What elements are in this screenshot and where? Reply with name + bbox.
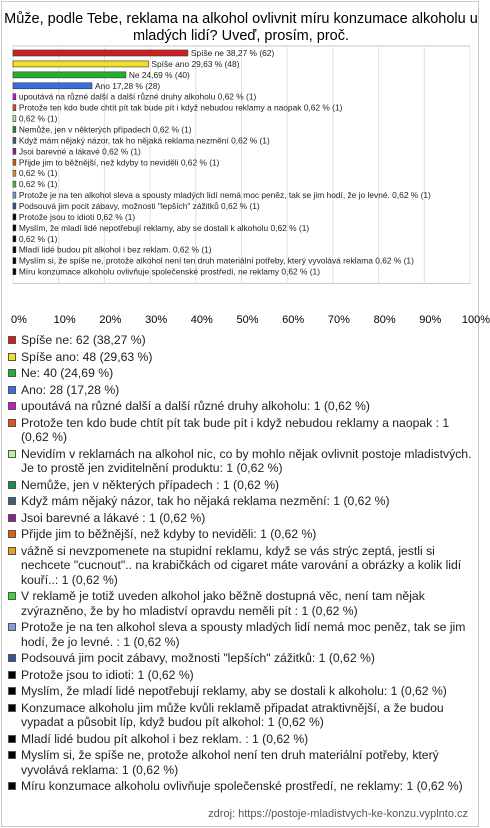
legend-item bbox=[8, 416, 472, 445]
legend-swatch bbox=[8, 481, 16, 489]
legend-item bbox=[8, 447, 472, 476]
legend-item bbox=[8, 350, 472, 365]
x-tick-label: 0% bbox=[11, 314, 27, 326]
bar bbox=[13, 148, 16, 154]
x-tick-label: 70% bbox=[327, 314, 350, 326]
legend-label: Míru konzumace alkoholu ovlivňuje společenské prostředí, ne reklamy: 1 (0,62 %) bbox=[21, 779, 463, 793]
legend-swatch bbox=[8, 369, 16, 377]
bar-label: Spíše ano 29,63 % (48) bbox=[151, 58, 240, 69]
legend-label: Mladí lidé budou pít alkohol i bez reklam. : 1 (0,62 %) bbox=[21, 731, 309, 746]
chart-title: Může, podle Tebe, reklama na alkohol ovlivnit míru konzumace alkoholu u mladých lidí? Uveď, prosím, proč. bbox=[4, 11, 478, 44]
legend-label: V reklamě je totiž uveden alkohol jako běžně dostupná věc, není tam nějak zvýrazněno, že by ho mladiství opravdu neměli pít : 1 (0,62 %) bbox=[21, 589, 425, 618]
legend-label: Protože jsou to idioti: 1 (0,62 %) bbox=[21, 667, 194, 682]
legend-item bbox=[8, 544, 472, 588]
bar bbox=[13, 116, 16, 122]
legend-item bbox=[8, 779, 472, 794]
legend-swatch bbox=[8, 336, 16, 344]
bar-plot bbox=[2, 2, 480, 332]
bar bbox=[13, 247, 16, 253]
x-tick-label: 20% bbox=[99, 314, 122, 326]
legend-swatch bbox=[8, 751, 16, 759]
x-tick-label: 80% bbox=[373, 314, 396, 326]
legend-label: Spíše ano: 48 (29,63 %) bbox=[21, 349, 153, 364]
x-tick-label: 60% bbox=[282, 314, 305, 326]
legend-item bbox=[8, 668, 472, 683]
legend-item bbox=[8, 478, 472, 493]
legend bbox=[8, 333, 472, 796]
legend-item bbox=[8, 494, 472, 509]
legend-swatch bbox=[8, 782, 16, 790]
legend-item bbox=[8, 333, 472, 348]
x-tick-label: 10% bbox=[53, 314, 76, 326]
legend-label: Protože je na ten alkohol sleva a spousty mladých lidí nemá moc peněz, tak se jim hodí, že jo levné. : 1 (0,62 %) bbox=[21, 620, 466, 649]
legend-item bbox=[8, 732, 472, 747]
legend-item bbox=[8, 399, 472, 414]
bar-label: Nemůže, jen v některých případech 0,62 % (1) bbox=[18, 124, 192, 135]
bar bbox=[13, 94, 16, 100]
legend-swatch bbox=[8, 687, 16, 695]
legend-label: Podsouvá jim pocit zábavy, možnosti "lepších" zážitků: 1 (0,62 %) bbox=[21, 651, 375, 665]
legend-swatch bbox=[8, 654, 16, 662]
legend-label: upoutává na různé další a další různé druhy alkoholu: 1 (0,62 %) bbox=[21, 399, 370, 413]
bar-label: Jsoi barevné a lákavé 0,62 % (1) bbox=[18, 146, 141, 157]
legend-swatch bbox=[8, 671, 16, 679]
source-note: zdroj: https://postoje-mladistvych-ke-konzu.vyplnto.cz bbox=[208, 808, 468, 820]
bar-label: Mladí lidé budou pít alkohol i bez reklam. 0,62 % (1) bbox=[18, 244, 212, 255]
x-tick-label: 30% bbox=[145, 314, 168, 326]
legend-label: Protože ten kdo bude chtít pít tak bude pít i když nebudou reklamy a naopak : 1 (0,62 %) bbox=[21, 415, 450, 444]
legend-swatch bbox=[8, 735, 16, 743]
bar-label: Podsouvá jim pocit zábavy, možnosti "lepších" zážitků 0,62 % (1) bbox=[18, 201, 260, 212]
legend-item bbox=[8, 748, 472, 777]
bar-label: 0,62 % (1) bbox=[18, 233, 58, 244]
legend-label: Jsoi barevné a lákavé : 1 (0,62 %) bbox=[21, 510, 206, 525]
legend-item bbox=[8, 366, 472, 381]
bar-label: 0,62 % (1) bbox=[18, 113, 58, 124]
legend-label: vážně si nevzpomenete na stupidní reklamu, když se vás strýc zeptá, jestli si nechcete "cucnout".. na krabičkách od cigaret máte varování a obrázky a kolik lidí kouří..: 1 (0,62 %) bbox=[21, 543, 462, 587]
bar bbox=[13, 192, 16, 198]
legend-item bbox=[8, 383, 472, 398]
legend-item bbox=[8, 684, 472, 699]
bar bbox=[13, 137, 16, 143]
legend-label: Když mám nějaký názor, tak ho nějaká reklama nezmění: 1 (0,62 %) bbox=[21, 494, 390, 508]
legend-swatch bbox=[8, 450, 16, 458]
legend-label: Myslím si, že spíše ne, protože alkohol není ten druh materiální potřeby, který vyvolává reklama: 1 (0,62 %) bbox=[21, 748, 439, 777]
bar-label: Když mám nějaký názor, tak ho nějaká reklama nezmění 0,62 % (1) bbox=[18, 135, 270, 146]
bar-label: 0,62 % (1) bbox=[18, 168, 58, 179]
bar-label: upoutává na různé další a další různé druhy alkoholu 0,62 % (1) bbox=[18, 91, 257, 102]
legend-swatch bbox=[8, 497, 16, 505]
bar bbox=[13, 214, 16, 220]
bar-label: Myslím si, že spíše ne, protože alkohol není ten druh materiální potřeby, který vyvolává reklama 0,62 % (1) bbox=[18, 255, 414, 266]
bar bbox=[13, 170, 16, 176]
legend-swatch bbox=[8, 530, 16, 538]
bar bbox=[13, 50, 188, 56]
legend-swatch bbox=[8, 353, 16, 361]
legend-item bbox=[8, 620, 472, 649]
bar bbox=[13, 203, 16, 209]
bar-label: Přijde jim to běžnější, než kdyby to neviděli 0,62 % (1) bbox=[18, 157, 220, 168]
bar-label: Protože je na ten alkohol sleva a spousty mladých lidí nemá moc peněz, tak se jim hodí, že jo levné. 0,62 % (1) bbox=[18, 190, 431, 201]
legend-swatch bbox=[8, 419, 16, 427]
legend-swatch bbox=[8, 386, 16, 394]
legend-label: Ano: 28 (17,28 %) bbox=[21, 382, 120, 397]
legend-label: Přijde jim to běžnější, než kdyby to neviděli: 1 (0,62 %) bbox=[21, 527, 317, 541]
legend-swatch bbox=[8, 402, 16, 410]
bar-label: Spíše ne 38,27 % (62) bbox=[190, 48, 275, 58]
bar bbox=[13, 269, 16, 275]
bar-label: Myslím, že mladí lidé nepotřebují reklamy, aby se dostali k alkoholu 0,62 % (1) bbox=[18, 222, 310, 233]
bar bbox=[13, 127, 16, 133]
legend-swatch bbox=[8, 704, 16, 712]
x-tick-label: 40% bbox=[190, 314, 213, 326]
legend-swatch bbox=[8, 547, 16, 555]
bar-label: Protože ten kdo bude chtít pít tak bude pít i když nebudou reklamy a naopak 0,62 % (1) bbox=[18, 102, 343, 113]
legend-item bbox=[8, 589, 472, 618]
legend-item bbox=[8, 527, 472, 542]
bar bbox=[13, 61, 148, 67]
bar-label: Ano 17,28 % (28) bbox=[94, 80, 161, 91]
legend-swatch bbox=[8, 592, 16, 600]
x-tick-label: 100% bbox=[461, 314, 490, 326]
bar bbox=[13, 225, 16, 231]
legend-item bbox=[8, 511, 472, 526]
legend-item bbox=[8, 701, 472, 730]
legend-label: Nevidím v reklamách na alkohol nic, co by mohlo nějak ovlivnit postoje mladistvých. Je to prostě jen zviditelnění produktu: 1 (0,62 %) bbox=[21, 446, 472, 475]
legend-label: Ne: 40 (24,69 %) bbox=[21, 366, 114, 380]
legend-label: Spíše ne: 62 (38,27 %) bbox=[21, 333, 146, 347]
bar-label: Ne 24,69 % (40) bbox=[128, 69, 190, 80]
bar-label: Protože jsou to idioti 0,62 % (1) bbox=[18, 211, 136, 222]
legend-label: Myslím, že mladí lidé nepotřebují reklamy, aby se dostali k alkoholu: 1 (0,62 %) bbox=[21, 684, 447, 698]
chart-frame bbox=[1, 1, 490, 827]
bar-label: Míru konzumace alkoholu ovlivňuje společenské prostředí, ne reklamy 0,62 % (1) bbox=[18, 266, 321, 277]
x-tick-label: 50% bbox=[236, 314, 259, 326]
legend-label: Konzumace alkoholu jim může kvůli reklamě připadat atraktivnější, a že budou vypadat a působit líp, když budou pít alkohol: 1 (0,62 %) bbox=[21, 700, 444, 729]
legend-swatch bbox=[8, 514, 16, 522]
legend-swatch bbox=[8, 623, 16, 631]
bar bbox=[13, 258, 16, 264]
legend-item bbox=[8, 651, 472, 666]
bar bbox=[13, 159, 16, 165]
bar bbox=[13, 236, 16, 242]
legend-label: Nemůže, jen v některých případech : 1 (0,62 %) bbox=[21, 477, 280, 492]
bar bbox=[13, 181, 16, 187]
bar bbox=[13, 83, 92, 89]
bar-label: 0,62 % (1) bbox=[18, 179, 58, 190]
x-tick-label: 90% bbox=[419, 314, 442, 326]
bar bbox=[13, 72, 126, 78]
bar bbox=[13, 105, 16, 111]
